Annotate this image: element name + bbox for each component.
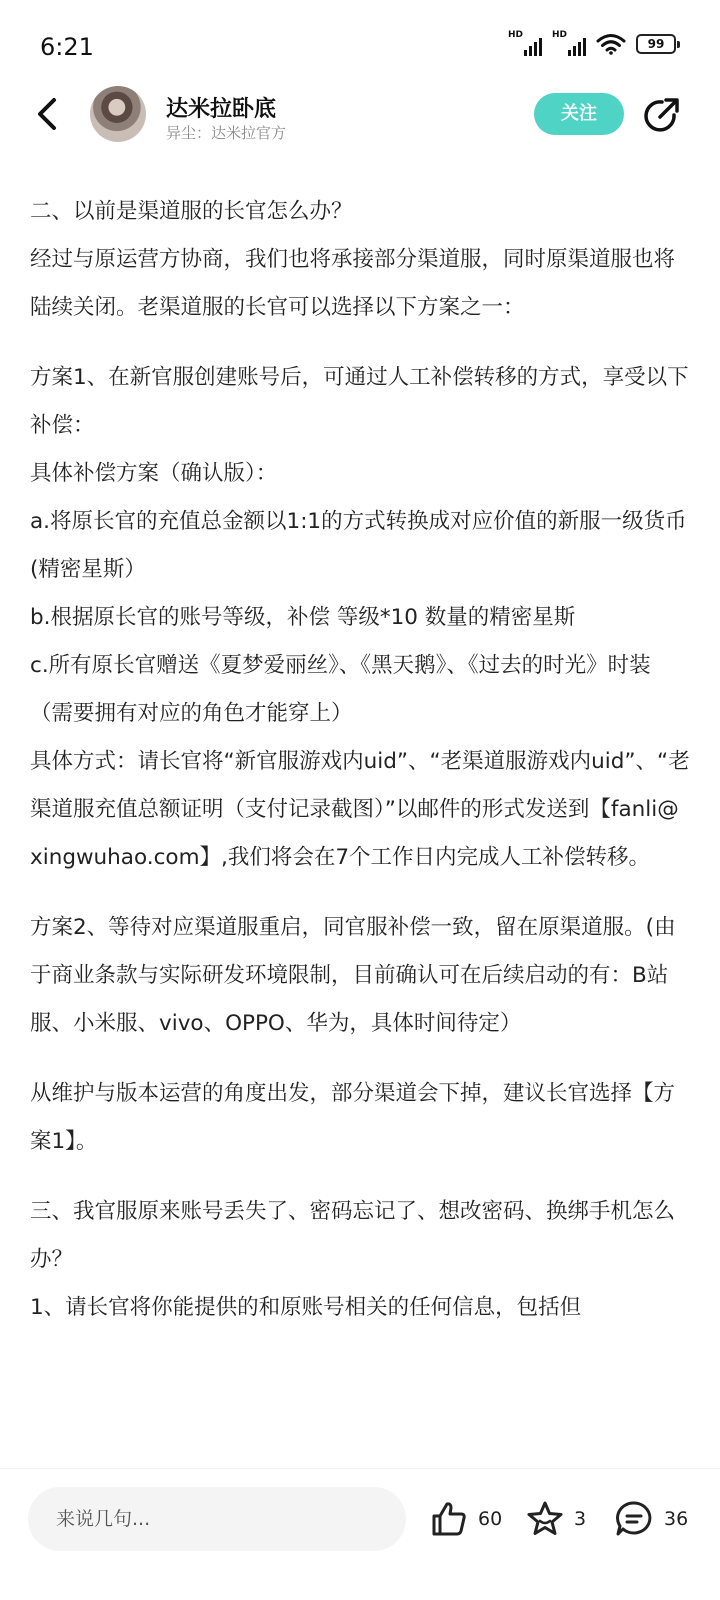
thumbs-up-icon — [430, 1500, 468, 1538]
article-paragraph: 1、请长官将你能提供的和原账号相关的任何信息，包括但 — [30, 1295, 582, 1320]
article-paragraph: 具体方式：请长官将“新官服游戏内uid”、“老渠道服游戏内uid”、“老渠道服充值总额证明（支付记录截图）”以邮件的形式发送到【fanli@xingwuhao.com】,我们将会在7个工作日内完成人工补偿转移。 — [30, 749, 690, 870]
comment-icon — [614, 1499, 654, 1539]
status-time: 6:21 — [40, 33, 94, 61]
star-icon — [526, 1500, 564, 1538]
favorite-count: 3 — [574, 1508, 587, 1530]
article-paragraph: c.所有原长官赠送《夏梦爱丽丝》、《黑天鹅》、《过去的时光》时装（需要拥有对应的角色才能穿上） — [30, 653, 651, 726]
signal-icon — [552, 32, 586, 56]
share-icon[interactable] — [640, 95, 682, 137]
article-paragraph: 经过与原运营方协商，我们也将承接部分渠道服，同时原渠道服也将陆续关闭。老渠道服的长官可以选择以下方案之一： — [30, 247, 676, 320]
post-header — [0, 80, 720, 150]
article-paragraph: b.根据原长官的账号等级，补偿 等级*10 数量的精密星斯 — [30, 605, 576, 630]
article-heading: 二、以前是渠道服的长官怎么办？ — [30, 199, 353, 224]
signal-icon — [508, 32, 542, 56]
avatar[interactable] — [90, 86, 146, 142]
article-heading: 三、我官服原来账号丢失了、密码忘记了、想改密码、换绑手机怎么办？ — [30, 1199, 676, 1272]
article-paragraph: 方案2、等待对应渠道服重启，同官服补偿一致，留在原渠道服。(由于商业条款与实际研发环境限制，目前确认可在后续启动的有：B站服、小米服、vivo、OPPO、华为，具体时间待定） — [30, 915, 676, 1036]
article-paragraph: a.将原长官的充值总金额以1:1的方式转换成对应价值的新服一级货币(精密星斯） — [30, 509, 687, 582]
article-paragraph: 方案1、在新官服创建账号后，可通过人工补偿转移的方式，享受以下补偿： — [30, 365, 689, 438]
status-icons — [508, 32, 676, 56]
back-arrow-icon[interactable] — [28, 92, 68, 136]
like-count: 60 — [478, 1508, 503, 1530]
article-body — [30, 188, 690, 1332]
author-name[interactable]: 达米拉卧底 — [166, 97, 277, 122]
author-subtitle: 异尘：达米拉官方 — [166, 124, 287, 142]
status-bar — [0, 0, 720, 90]
favorite-button[interactable] — [526, 1497, 586, 1541]
signal-hd-label: HD — [552, 30, 568, 40]
follow-button[interactable]: 关注 — [534, 93, 624, 135]
bottom-action-bar — [0, 1468, 720, 1600]
comments-button[interactable] — [614, 1497, 688, 1541]
article-paragraph: 从维护与版本运营的角度出发，部分渠道会下掉，建议长官选择【方案1】。 — [30, 1081, 676, 1154]
article-paragraph: 具体补偿方案（确认版）： — [30, 461, 278, 486]
comment-input[interactable] — [28, 1487, 406, 1551]
like-button[interactable] — [430, 1497, 502, 1541]
signal-hd-label: HD — [508, 30, 524, 40]
comment-count: 36 — [664, 1508, 689, 1530]
wifi-icon — [596, 33, 626, 55]
battery-icon: 99 — [636, 34, 676, 54]
